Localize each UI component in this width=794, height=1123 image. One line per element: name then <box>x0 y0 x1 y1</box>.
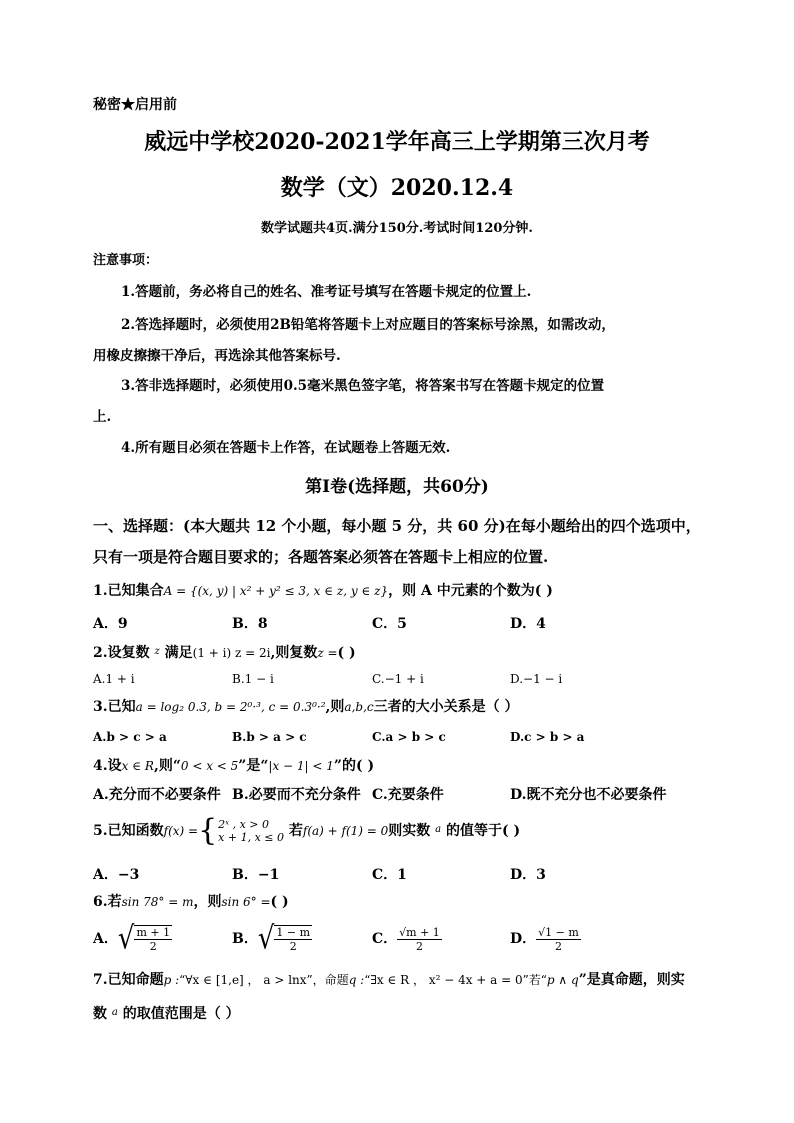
q6-option-c-den: 2 <box>415 939 423 953</box>
q7-p: p : <box>163 973 180 987</box>
q6-option-d-frac <box>536 926 581 953</box>
q3-option-a-text: A.b > c > a <box>93 730 167 744</box>
q6-mid: ，则 <box>193 894 222 910</box>
q2-var: z <box>154 646 160 657</box>
question-7-cont <box>93 1004 240 1023</box>
q2-var2: z = <box>317 646 338 660</box>
q5-cases <box>218 818 284 844</box>
q6-option-c-frac <box>397 926 442 953</box>
q6-option-a-frac <box>134 925 172 953</box>
q7-text: 7.已知命题 <box>93 972 164 988</box>
q5-fx: f(x) = <box>163 824 199 838</box>
q5-case-1: 2ˣ , x > 0 <box>218 818 269 831</box>
sqrt-icon: √ <box>117 921 135 957</box>
q6-option-a-den: 2 <box>149 940 157 953</box>
notes-heading: 注意事项： <box>93 253 159 268</box>
question-6 <box>93 893 289 911</box>
q2-option-b <box>232 670 274 688</box>
q3-option-d-text: D.c > b > a <box>510 730 585 744</box>
q1-math: A = {(x, y) | x² + y² ≤ 3, x ∈ z, y ∈ z} <box>163 584 389 598</box>
q5-case-2: x + 1, x ≤ 0 <box>218 831 284 844</box>
q2-mid2: ,则复数 <box>270 645 318 661</box>
q6-option-b-label: B． <box>232 931 258 947</box>
q4-option-b: B.必要而不充分条件 <box>232 787 361 803</box>
q6-option-b <box>232 922 312 956</box>
q5-option-a: A．−3 <box>93 867 140 883</box>
q2-option-a-text: A.1 + i <box>93 672 135 686</box>
q6-option-a-radical <box>117 921 172 957</box>
q5-option-d: D．3 <box>510 867 546 883</box>
note-3: 3.答非选择题时，必须使用0.5毫米黑色签字笔，将答案书写在答题卡规定的位置 <box>121 378 605 394</box>
q1-text: 1.已知集合 <box>93 583 164 599</box>
q2-text: 2.设复数 <box>93 645 150 661</box>
q4-text: 4.设 <box>93 758 122 774</box>
q6-option-d-label: D． <box>510 931 537 947</box>
q4-option-d: D.既不充分也不必要条件 <box>510 787 667 803</box>
q6-option-b-radical <box>257 921 312 957</box>
q6-option-c-num: √m + 1 <box>399 925 440 939</box>
q3-option-c <box>372 728 446 746</box>
question-4 <box>93 757 374 775</box>
q3-option-c-text: C.a > b > c <box>372 730 446 744</box>
q2-equation: (1 + i) z = 2i <box>192 646 271 660</box>
q2-option-b-text: B.1 − i <box>232 672 274 686</box>
q5-option-c: C．1 <box>372 867 407 883</box>
q3-option-a <box>93 728 167 746</box>
q6-option-b-den: 2 <box>289 940 297 953</box>
exam-title: 威远中学校2020-2021学年高三上学期第三次月考 <box>144 129 650 155</box>
question-2 <box>93 643 356 662</box>
q6-option-c-label: C． <box>372 931 398 947</box>
q4-math1: x ∈ R <box>121 759 154 773</box>
q2-option-a <box>93 670 135 688</box>
section-instructions: 一、选择题：(本大题共 12 个小题，每小题 5 分，共 60 分)在每小题给出的四个选项中， <box>93 517 701 535</box>
note-3-cont: 上. <box>93 409 112 425</box>
q7-s2: “∃x ∈ R ， x² − 4x + a = 0”若“ <box>364 973 547 987</box>
q3-mid: ,则 <box>325 699 345 715</box>
q7-s3: ”是真命题，则实 <box>578 972 685 988</box>
section-instructions-cont: 只有一项是符合题目要求的；各题答案必须答在答题卡上相应的位置. <box>93 548 549 566</box>
q2-option-c <box>372 670 424 688</box>
q6-math2: sin 6° = <box>221 895 271 909</box>
q6-option-d <box>510 922 581 956</box>
q5-brace: { <box>198 813 218 848</box>
q4-mid: ,则“ <box>153 758 181 774</box>
q7-line2b: 的取值范围是（ ） <box>122 1006 240 1022</box>
q6-option-b-frac <box>274 925 312 953</box>
q6-option-d-num: √1 − m <box>538 925 579 939</box>
q2-option-d <box>510 670 562 688</box>
q2-option-d-text: D.−1 − i <box>510 672 563 686</box>
confidential-label: 秘密★启用前 <box>93 97 177 113</box>
q4-post: ”的( ) <box>333 758 375 774</box>
note-1: 1.答题前，务必将自己的姓名、准考证号填写在答题卡规定的位置上. <box>121 284 532 300</box>
q3-option-d <box>510 728 584 746</box>
q7-line2a: 数 <box>93 1006 107 1022</box>
q1-option-c: C．5 <box>372 616 407 632</box>
q4-option-a: A.充分而不必要条件 <box>93 787 221 803</box>
question-3 <box>93 698 518 716</box>
section-title: 第Ⅰ卷(选择题，共60分) <box>305 477 489 497</box>
q3-option-b <box>232 728 307 746</box>
q5-mid: 若 <box>288 823 303 839</box>
sqrt-icon: √ <box>257 921 275 957</box>
q7-var: a <box>111 1007 118 1018</box>
q4-math3: |x − 1| < 1 <box>268 759 334 773</box>
q4-math2: 0 < x < 5 <box>180 759 239 773</box>
q2-post: ( ) <box>337 645 356 661</box>
q2-mid: 满足 <box>164 645 193 661</box>
q6-option-a <box>93 922 172 956</box>
q5-mid2: 则实数 <box>388 823 431 839</box>
q6-option-a-num: m + 1 <box>136 926 171 939</box>
question-7 <box>93 971 685 989</box>
q3-vars: a,b,c <box>344 700 374 714</box>
exam-info: 数学试题共4页.满分150分.考试时间120分钟. <box>261 221 533 236</box>
q3-option-b-text: B.b > a > c <box>232 730 307 744</box>
q6-math1: sin 78° = m <box>121 895 194 909</box>
q3-post: 三者的大小关系是（ ） <box>373 699 519 715</box>
q6-option-d-den: 2 <box>554 939 562 953</box>
q7-q: q : <box>348 973 365 987</box>
note-4: 4.所有题目必须在答题卡上作答，在试题卷上答题无效. <box>121 440 451 456</box>
q6-option-b-num: 1 − m <box>276 926 311 939</box>
q1-option-a: A．9 <box>93 616 128 632</box>
question-1 <box>93 582 553 600</box>
q1-option-d: D．4 <box>510 616 546 632</box>
q3-math: a = log₂ 0.3, b = 2⁰·³, c = 0.3⁰·² <box>135 700 326 714</box>
q6-option-c <box>372 922 442 956</box>
q5-option-b: B．−1 <box>232 867 280 883</box>
q6-post: ( ) <box>270 894 289 910</box>
q7-s1: “∀x ∈ [1,e] ， a > lnx”，命题 <box>179 973 349 987</box>
q6-text: 6.若 <box>93 894 122 910</box>
note-2: 2.答选择题时，必须使用2B铅笔将答题卡上对应题目的答案标号涂黑，如需改动， <box>121 317 615 333</box>
q6-option-a-label: A． <box>93 931 118 947</box>
q7-pq: p ∧ q <box>546 973 579 987</box>
q5-eq: f(a) + f(1) = 0 <box>302 824 389 838</box>
q3-text: 3.已知 <box>93 699 136 715</box>
question-5 <box>93 812 520 849</box>
exam-subtitle: 数学（文）2020.12.4 <box>280 175 514 201</box>
q1-post: ，则 A 中元素的个数为( ) <box>388 583 553 599</box>
q5-var: a <box>435 824 442 835</box>
q4-mid2: ”是“ <box>238 758 269 774</box>
note-2-cont: 用橡皮擦擦干净后，再选涂其他答案标号. <box>93 348 341 364</box>
q4-option-c: C.充要条件 <box>372 787 444 803</box>
q2-option-c-text: C.−1 + i <box>372 672 424 686</box>
q1-option-b: B．8 <box>232 616 268 632</box>
q5-text: 5.已知函数 <box>93 823 164 839</box>
q5-post: 的值等于( ) <box>446 823 521 839</box>
